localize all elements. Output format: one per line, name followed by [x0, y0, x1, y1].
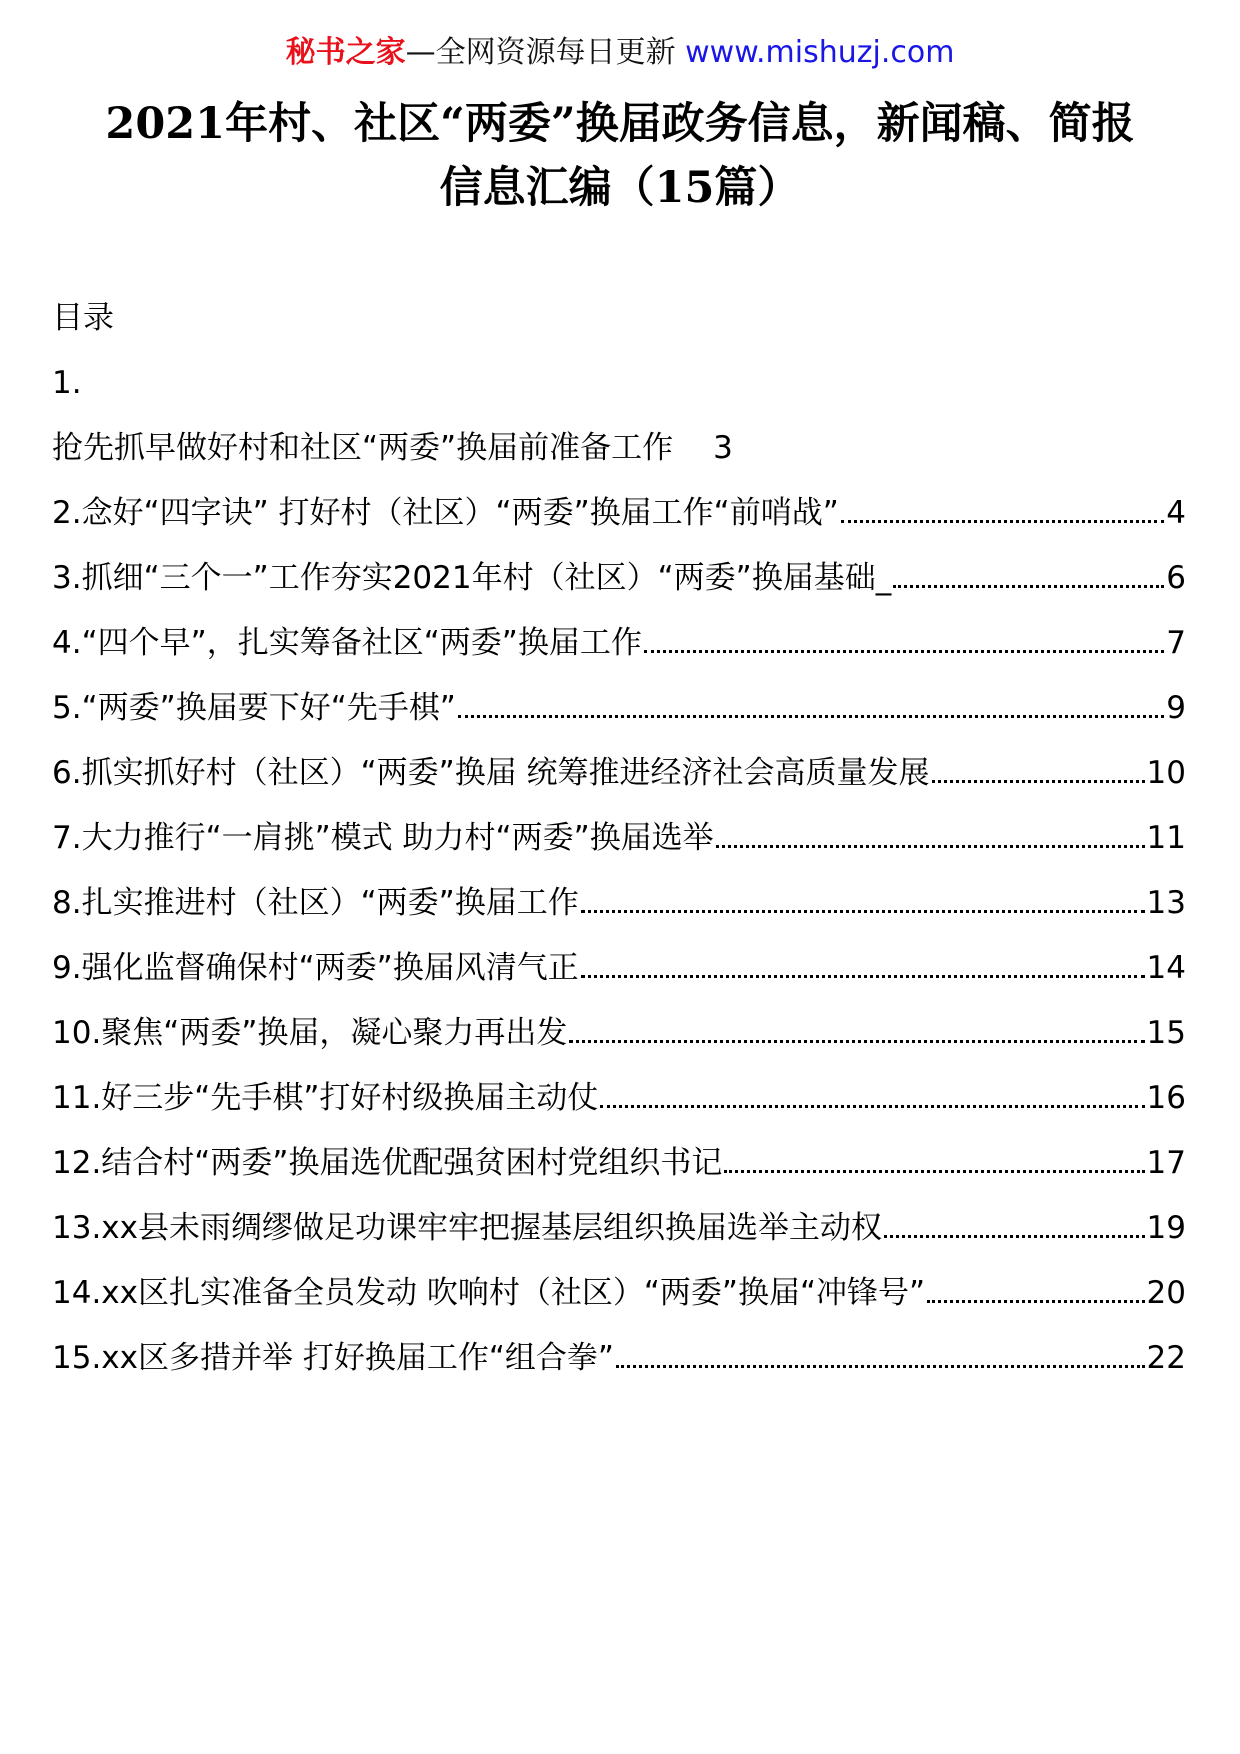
toc-dot-leader: [581, 909, 1145, 913]
toc-entry-label: 7.大力推行“一肩挑”模式 助力村“两委”换届选举: [52, 820, 714, 856]
toc-entry-page: 19: [1146, 1210, 1186, 1246]
toc-dot-leader: [927, 1299, 1144, 1303]
toc-entry-page: 9: [1166, 690, 1186, 726]
toc-entry[interactable]: [52, 621, 1186, 686]
toc-entry[interactable]: [52, 1206, 1186, 1271]
toc-dot-leader: [644, 649, 1164, 653]
toc-entry[interactable]: [52, 946, 1186, 1011]
toc-entry-label: 6.抓实抓好村（社区）“两委”换届 统筹推进经济社会高质量发展: [52, 755, 930, 791]
toc-entry[interactable]: [52, 1271, 1186, 1336]
toc-entry-page: 15: [1146, 1015, 1186, 1051]
toc-entry-page: 11: [1146, 820, 1186, 856]
toc-entry-label: 3.抓细“三个一”工作夯实2021年村（社区）“两委”换届基础_: [52, 560, 892, 596]
toc-entry-label: 10.聚焦“两委”换届，凝心聚力再出发: [52, 1015, 568, 1051]
toc-heading: 目录: [52, 300, 114, 336]
toc-entry-label: 9.强化监督确保村“两委”换届风清气正: [52, 950, 579, 986]
toc-entry-label: 2.念好“四字诀” 打好村（社区）“两委”换届工作“前哨战”: [52, 495, 839, 531]
toc-entry-page: 22: [1146, 1340, 1186, 1376]
toc-dot-leader: [716, 844, 1145, 848]
toc-entry-page: 20: [1146, 1275, 1186, 1311]
toc-entry-page: 10: [1146, 755, 1186, 791]
toc-entry-label: 12.结合村“两委”换届选优配强贫困村党组织书记: [52, 1145, 723, 1181]
toc-entry-label: 4.“四个早”，扎实筹备社区“两委”换届工作: [52, 625, 642, 661]
toc-entry[interactable]: [52, 1141, 1186, 1206]
toc-dot-leader: [458, 714, 1164, 718]
toc-dot-leader: [616, 1364, 1145, 1368]
toc-entry[interactable]: [52, 881, 1186, 946]
toc-entry-page: 14: [1146, 950, 1186, 986]
toc-entry-page: 16: [1146, 1080, 1186, 1116]
toc-dot-leader: [932, 779, 1145, 783]
toc-entry-label: 11.好三步“先手棋”打好村级换届主动仗: [52, 1080, 599, 1116]
toc-entry[interactable]: [52, 1011, 1186, 1076]
toc-entry[interactable]: [52, 816, 1186, 881]
site-url-link[interactable]: www.mishuzj.com: [685, 35, 955, 70]
toc-dot-leader: [884, 1234, 1145, 1238]
toc-entry-page: 4: [1166, 495, 1186, 531]
toc-dot-leader: [581, 974, 1145, 978]
toc-entry-list: [52, 491, 1186, 1401]
toc-entry-label: 5.“两委”换届要下好“先手棋”: [52, 690, 456, 726]
toc-entry[interactable]: [52, 1076, 1186, 1141]
title-line-1: 2021年村、社区“两委”换届政务信息，新闻稿、简报: [105, 99, 1135, 149]
toc-dot-leader: [841, 519, 1164, 523]
toc-entry-label: 13.xx县未雨绸缪做足功课牢牢把握基层组织换届选举主动权: [52, 1210, 882, 1246]
toc-dot-leader: [893, 584, 1164, 588]
toc-entry-page: 7: [1166, 625, 1186, 661]
document-title: [50, 92, 1190, 220]
toc-entry-label: 14.xx区扎实准备全员发动 吹响村（社区）“两委”换届“冲锋号”: [52, 1275, 926, 1311]
toc-entry-page: 17: [1146, 1145, 1186, 1181]
toc-entry-page: 13: [1146, 885, 1186, 921]
brand-name: 秘书之家: [285, 35, 406, 70]
banner-slogan: —全网资源每日更新: [405, 35, 686, 70]
toc-entry-label: 8.扎实推进村（社区）“两委”换届工作: [52, 885, 579, 921]
toc-entry[interactable]: [52, 686, 1186, 751]
title-line-2: 信息汇编（15篇）: [439, 163, 801, 213]
toc-dot-leader: [569, 1039, 1144, 1043]
toc-entry[interactable]: [52, 1336, 1186, 1401]
toc-entry-page: 3: [713, 430, 733, 466]
toc-entry[interactable]: [52, 556, 1186, 621]
site-banner: [0, 30, 1240, 76]
toc-entry[interactable]: [52, 751, 1186, 816]
toc-entry-1[interactable]: [52, 426, 1186, 491]
toc-entry[interactable]: [52, 491, 1186, 556]
toc-dot-leader: [724, 1169, 1144, 1173]
toc-entry-page: 6: [1166, 560, 1186, 596]
toc-entry-label: 抢先抓早做好村和社区“两委”换届前准备工作: [52, 430, 674, 466]
toc-entry-label: 15.xx区多措并举 打好换届工作“组合拳”: [52, 1340, 614, 1376]
table-of-contents: [52, 296, 1186, 1401]
toc-dot-leader: [600, 1104, 1144, 1108]
toc-entry-1-number: 1.: [52, 365, 82, 401]
